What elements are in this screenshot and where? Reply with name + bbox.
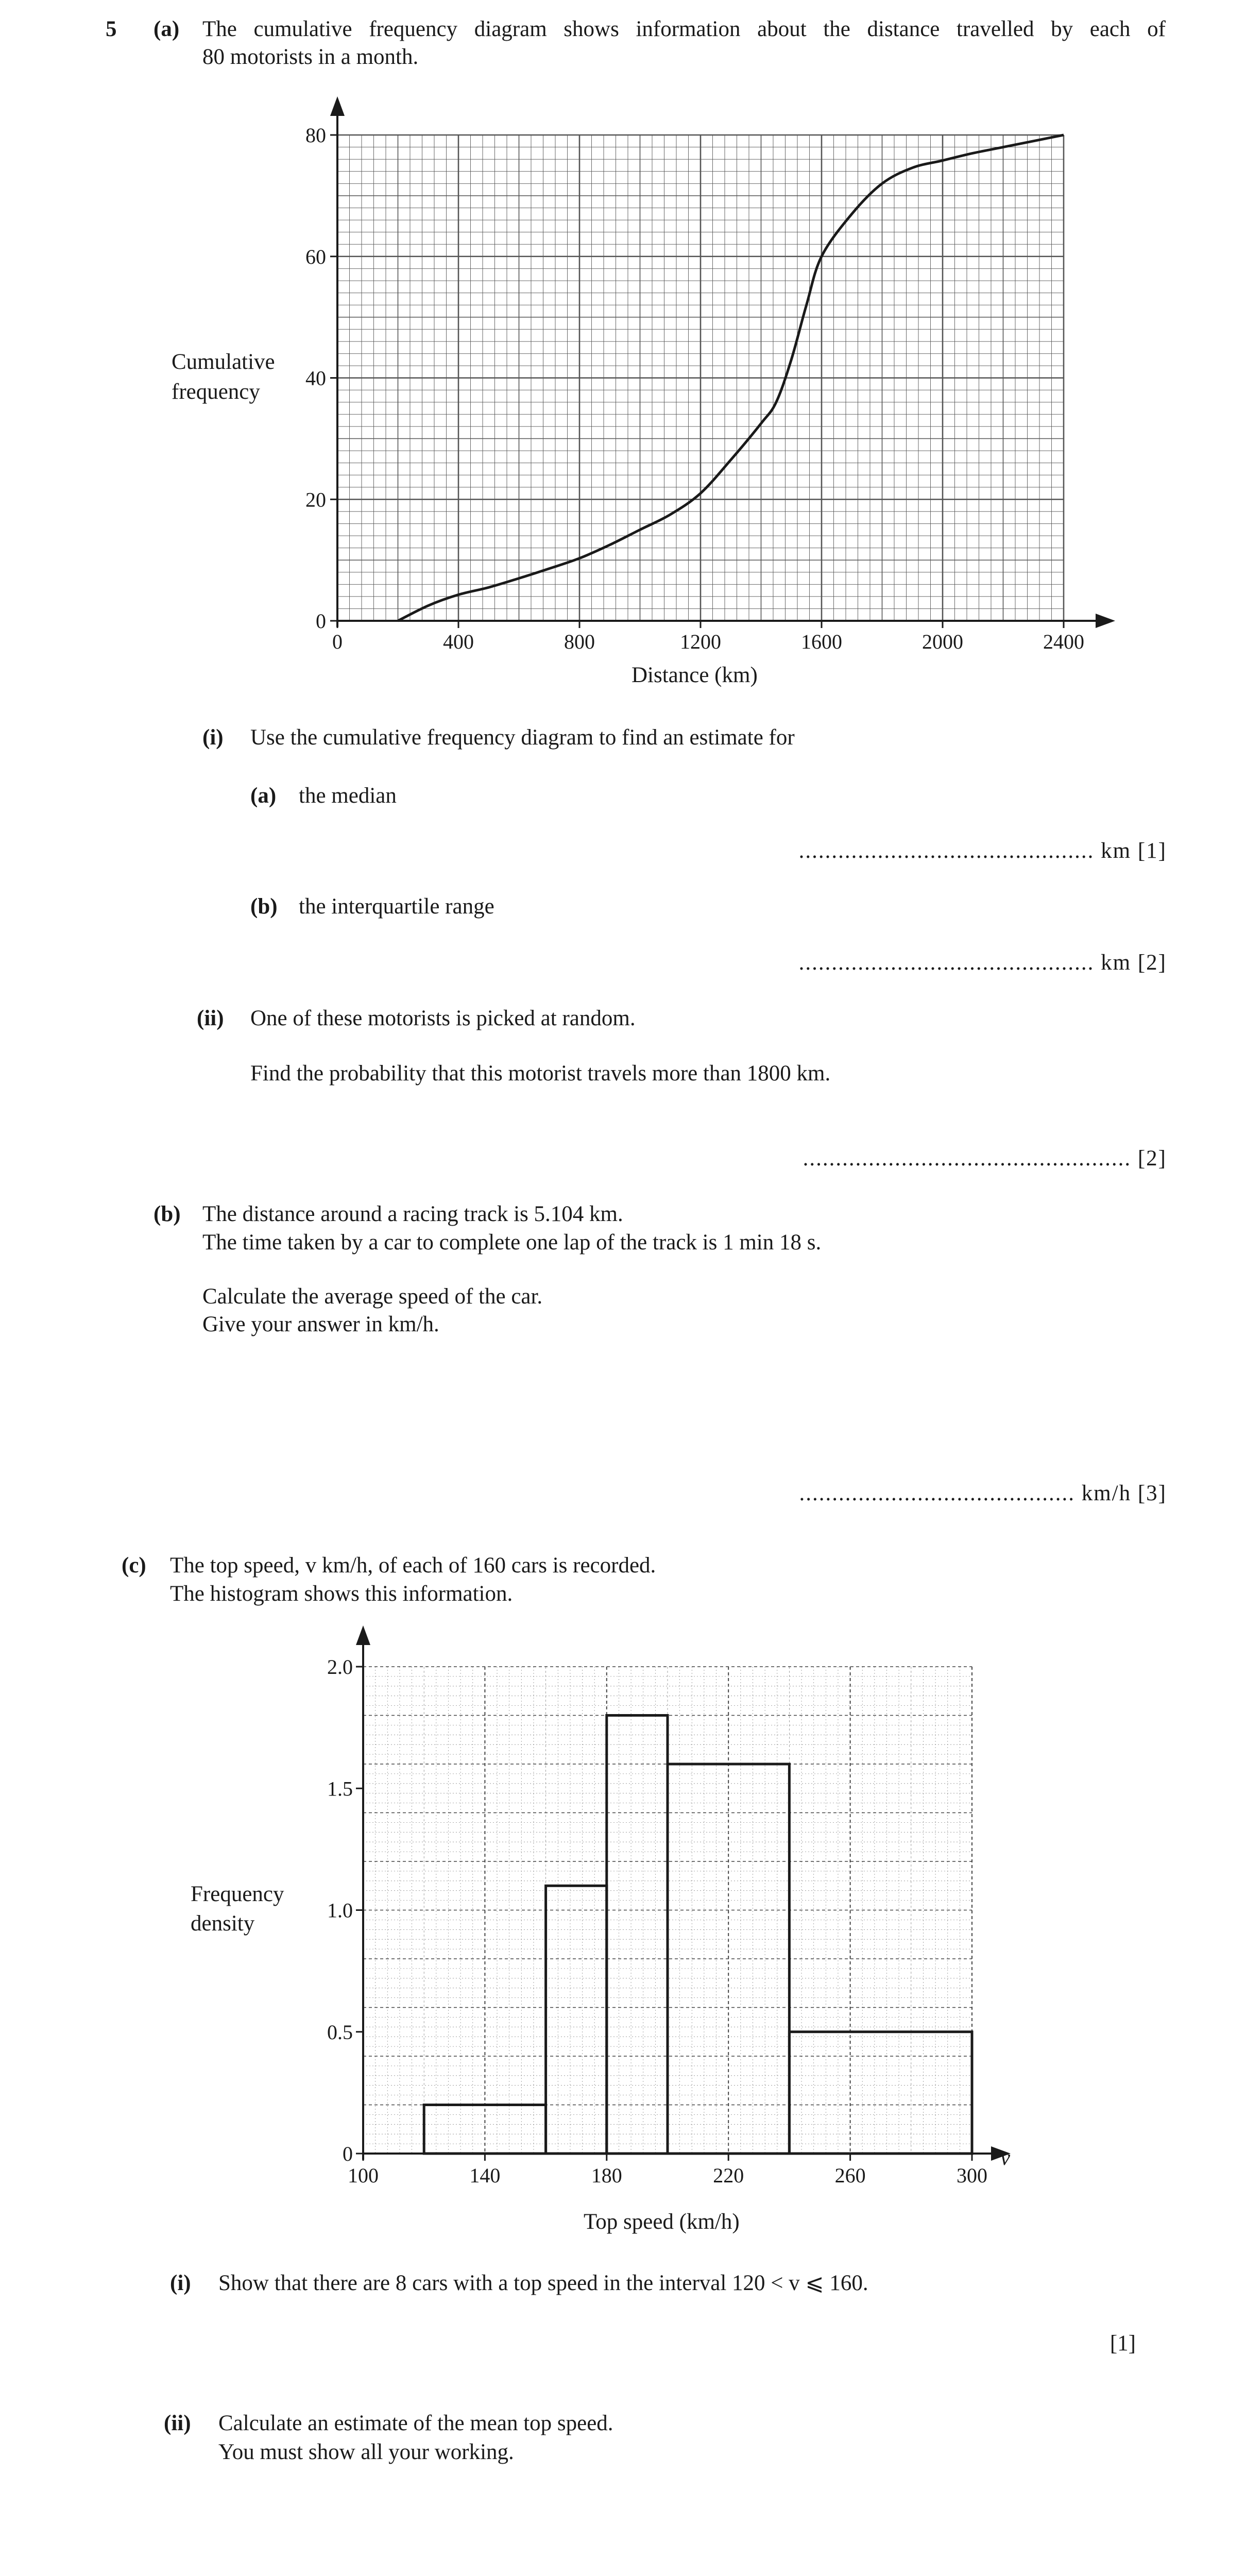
hist-y-tick-label: 1.5 — [327, 1777, 353, 1801]
part-a-ii-text2: Find the probability that this motorist travels more than 1800 km. — [250, 1061, 831, 1086]
cf-x-tick-label: 1600 — [801, 630, 842, 653]
part-a-i-a-text: the median — [299, 784, 397, 808]
cf-x-tick-label: 2400 — [1043, 630, 1084, 653]
part-a-ii-text1: One of these motorists is picked at random. — [250, 1006, 636, 1030]
cf-y-tick-label: 60 — [305, 245, 326, 268]
part-c-ii-text1: Calculate an estimate of the mean top speed. — [218, 2411, 613, 2435]
hist-x-tick-label: 220 — [713, 2164, 744, 2187]
hist-x-tick-label: 260 — [834, 2164, 866, 2187]
cf-y-tick-label: 40 — [305, 366, 326, 390]
answer-line-iqr[interactable]: ............................................. km [2] — [798, 951, 1167, 975]
hist-ylabel-line1: Frequency — [191, 1882, 284, 1906]
part-c-i-text: Show that there are 8 cars with a top speed in the interval 120 < v ⩽ 160. — [218, 2271, 868, 2295]
part-c-ii-text2: You must show all your working. — [218, 2440, 514, 2464]
part-a-i-b-text: the interquartile range — [299, 894, 494, 919]
hist-x-variable: v — [1000, 2146, 1011, 2170]
answer-line-median[interactable]: ............................................. km [1] — [798, 839, 1167, 863]
part-c-line2: The histogram shows this information. — [170, 1582, 513, 1606]
part-c-line1: The top speed, v km/h, of each of 160 cars is recorded. — [170, 1553, 656, 1578]
part-b-label: (b) — [153, 1202, 181, 1226]
cf-xlabel: Distance (km) — [631, 663, 758, 687]
part-a-i-label: (i) — [202, 725, 224, 750]
part-a-i-text: Use the cumulative frequency diagram to find an estimate for — [250, 725, 795, 750]
part-c-ii-label: (ii) — [164, 2411, 191, 2435]
histogram-bar — [607, 1716, 668, 2154]
part-b-line4: Give your answer in km/h. — [202, 1312, 439, 1336]
hist-x-tick-label: 140 — [469, 2164, 501, 2187]
part-c-label: (c) — [122, 1553, 146, 1578]
hist-x-tick-label: 300 — [957, 2164, 987, 2187]
hist-x-tick-label: 100 — [348, 2164, 379, 2187]
cf-ylabel-line1: Cumulative — [172, 350, 275, 374]
cf-y-tick-label: 20 — [305, 488, 326, 512]
cf-x-tick-label: 800 — [564, 630, 595, 653]
cf-x-tick-label: 0 — [332, 630, 343, 653]
hist-x-tick-label: 180 — [591, 2164, 622, 2187]
histogram-bar — [789, 2032, 972, 2154]
part-a-i-b-label: (b) — [250, 894, 278, 919]
part-b-line2: The time taken by a car to complete one lap of the track is 1 min 18 s. — [202, 1230, 822, 1255]
answer-line-speed[interactable]: .......................................... km/h [3] — [799, 1481, 1167, 1505]
hist-xlabel: Top speed (km/h) — [584, 2210, 740, 2234]
hist-y-tick-label: 1.0 — [327, 1899, 353, 1922]
hist-y-tick-label: 0.5 — [327, 2020, 353, 2044]
histogram-bar — [424, 2105, 545, 2154]
hist-ylabel-line2: density — [191, 1911, 255, 1936]
part-b-line3: Calculate the average speed of the car. — [202, 1284, 543, 1309]
question-number: 5 — [106, 17, 117, 41]
cf-ylabel-line2: frequency — [172, 380, 260, 404]
cf-x-tick-label: 1200 — [680, 630, 721, 653]
part-c-i-label: (i) — [170, 2271, 191, 2295]
part-a-ii-label: (ii) — [197, 1006, 224, 1030]
cf-y-tick-label: 0 — [316, 609, 326, 633]
cf-y-tick-label: 80 — [305, 124, 326, 147]
cf-x-tick-label: 2000 — [922, 630, 963, 653]
part-a-label: (a) — [153, 17, 180, 41]
cf-x-tick-label: 400 — [443, 630, 474, 653]
part-a-intro-line2: 80 motorists in a month. — [202, 45, 419, 69]
histogram-bar — [546, 1886, 607, 2154]
part-a-intro-line1: The cumulative frequency diagram shows information about the distance travelled by each of — [202, 17, 1166, 41]
part-c-i-mark: [1] — [1110, 2331, 1136, 2355]
part-b-line1: The distance around a racing track is 5.104 km. — [202, 1202, 623, 1226]
part-a-i-a-label: (a) — [250, 784, 277, 808]
hist-y-tick-label: 0 — [343, 2142, 353, 2165]
answer-line-probability[interactable]: .................................................. [2] — [803, 1146, 1167, 1171]
hist-y-tick-label: 2.0 — [327, 1655, 353, 1679]
hist-y-arrow — [356, 1625, 370, 1645]
